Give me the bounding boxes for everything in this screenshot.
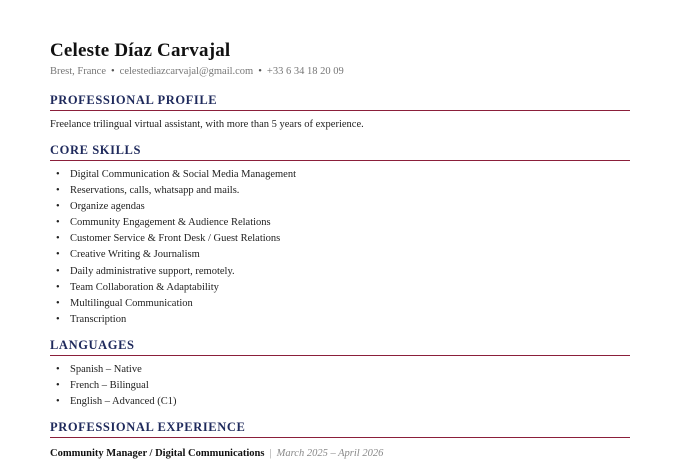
skill-text: Digital Communication & Social Media Management [70,169,296,180]
experience-section [50,420,630,462]
list-item [50,231,630,247]
contact-separator: • [110,66,115,77]
job-entry [50,446,630,462]
bullet-icon: • [56,249,60,261]
skill-text: Daily administrative support, remotely. [70,265,235,277]
list-item [50,215,630,231]
bullet-icon: • [56,313,60,325]
contact-line [50,65,630,79]
skill-text: Community Engagement & Audience Relations [70,217,271,229]
language-text: Spanish – Native [70,363,142,375]
list-item [50,264,630,280]
list-item [50,394,630,410]
skills-section [50,143,630,328]
bullet-icon: • [56,265,60,277]
candidate-name: Celeste Díaz Carvajal [50,40,231,61]
skill-text: Transcription [70,313,127,325]
list-item [50,312,630,328]
profile-section [50,93,630,133]
skills-heading: CORE SKILLS [50,143,630,161]
skill-text: Reservations, calls, whatsapp and mails. [70,185,240,197]
bullet-icon: • [56,217,60,229]
languages-heading: LANGUAGES [50,338,630,356]
skills-list [50,167,630,328]
list-item [50,167,630,183]
language-text: English – Advanced (C1) [70,396,177,408]
bullet-icon: • [56,281,60,293]
profile-heading: PROFESSIONAL PROFILE [50,93,630,111]
job-role: Community Manager / Digital Communications [50,448,265,460]
bullet-icon: • [56,363,60,375]
bullet-icon: • [56,380,60,392]
skill-text: Customer Service & Front Desk / Guest Relations [70,233,281,245]
job-separator: | [269,448,272,460]
bullet-icon: • [56,396,60,408]
bullet-icon: • [56,297,60,309]
list-item [50,362,630,378]
skill-text: Organize agendas [70,201,145,213]
bullet-icon: • [56,201,60,213]
bullet-icon: • [56,185,60,197]
bullet-icon: • [56,233,60,245]
contact-phone: +33 6 34 18 20 09 [266,66,344,77]
skill-text: Creative Writing & Journalism [70,249,200,261]
language-text: French – Bilingual [70,380,149,392]
skill-text: Multilingual Communication [70,297,193,309]
languages-list [50,362,630,410]
profile-text: Freelance trilingual virtual assistant, with more than 5 years of experience. [50,119,364,130]
contact-separator: • [258,66,262,77]
list-item [50,247,630,263]
skill-text: Team Collaboration & Adaptability [70,281,219,293]
job-dates: March 2025 – April 2026 [276,448,384,460]
list-item [50,199,630,215]
list-item [50,280,630,296]
experience-heading: PROFESSIONAL EXPERIENCE [50,420,630,438]
list-item [50,378,630,394]
contact-email: celestediazcarvajal@gmail.com [119,66,254,77]
list-item [50,183,630,199]
resume-page [50,40,630,462]
contact-location: Brest, France [50,66,106,77]
list-item [50,296,630,312]
bullet-icon: • [56,169,60,180]
languages-section [50,338,630,410]
